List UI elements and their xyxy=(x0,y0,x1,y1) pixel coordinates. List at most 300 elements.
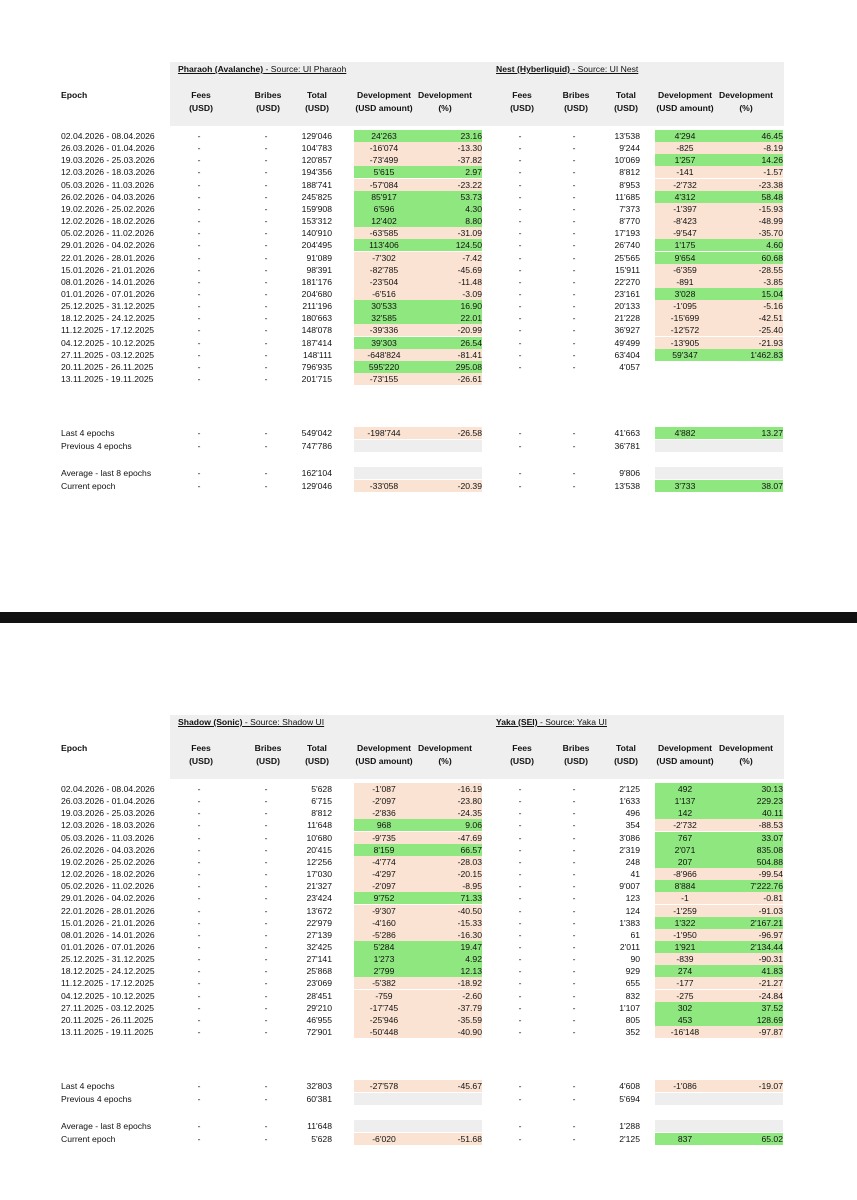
bribes-cell: - xyxy=(572,1121,576,1131)
fees-cell: - xyxy=(518,820,522,831)
development-amount-cell: 1'921 xyxy=(674,941,696,952)
group-title xyxy=(178,64,346,74)
column-header-dev-pct xyxy=(715,742,777,768)
epoch-cell: 08.01.2026 - 14.01.2026 xyxy=(61,276,155,287)
total-cell: 9'806 xyxy=(619,468,640,478)
bribes-cell: - xyxy=(264,179,268,190)
total-cell: 148'111 xyxy=(302,349,332,360)
bribes-cell: - xyxy=(264,893,268,904)
bribes-cell: - xyxy=(572,143,576,154)
fees-cell: - xyxy=(197,264,201,275)
bribes-cell: - xyxy=(572,917,576,928)
epoch-cell: 13.11.2025 - 19.11.2025 xyxy=(61,1027,154,1037)
development-amount-cell: -6'020 xyxy=(372,1134,396,1144)
development-percent-cell: -96.97 xyxy=(758,929,783,940)
header-line-2: (USD) xyxy=(189,756,213,766)
epoch-cell: 02.04.2026 - 08.04.2026 xyxy=(61,131,155,141)
development-amount-cell: -141 xyxy=(676,167,694,178)
fees-cell: - xyxy=(518,1027,522,1037)
bribes-cell: - xyxy=(264,252,268,263)
development-amount-cell xyxy=(655,440,715,452)
development-amount-cell: -12'572 xyxy=(670,325,700,336)
summary-row xyxy=(58,467,784,479)
fees-cell: - xyxy=(518,216,522,227)
fees-cell: - xyxy=(518,325,522,336)
fees-cell: - xyxy=(197,1081,201,1091)
bribes-cell: - xyxy=(264,441,268,451)
bribes-cell: - xyxy=(572,929,576,940)
fees-cell: - xyxy=(197,1134,201,1144)
bribes-cell: - xyxy=(572,131,576,141)
epoch-cell: 01.01.2026 - 07.01.2026 xyxy=(61,941,155,952)
summary-row xyxy=(58,427,784,439)
fees-cell: - xyxy=(197,832,201,843)
fees-cell: - xyxy=(197,954,201,965)
fees-cell: - xyxy=(518,337,522,348)
epoch-cell: 29.01.2026 - 04.02.2026 xyxy=(61,240,155,251)
development-percent-cell: 13.27 xyxy=(761,428,783,438)
epoch-cell: 04.12.2025 - 10.12.2025 xyxy=(61,990,155,1001)
total-cell: 17'030 xyxy=(306,869,332,880)
development-amount-cell: -27'578 xyxy=(369,1081,399,1091)
total-cell: 5'628 xyxy=(311,784,332,794)
bribes-cell: - xyxy=(572,1027,576,1037)
development-amount-cell: 837 xyxy=(677,1134,693,1144)
total-cell: 496 xyxy=(625,808,640,819)
bribes-cell: - xyxy=(572,796,576,807)
development-amount-cell: 1'273 xyxy=(373,954,395,965)
development-percent-cell: 128.69 xyxy=(756,1014,783,1025)
table-row xyxy=(58,892,784,904)
development-percent-cell: 58.48 xyxy=(761,191,783,202)
development-percent-cell: 23.16 xyxy=(460,131,482,141)
development-percent-cell: -21.93 xyxy=(758,337,783,348)
summary-label: Previous 4 epochs xyxy=(61,1094,132,1104)
development-amount-cell: -2'097 xyxy=(372,796,396,807)
bribes-cell: - xyxy=(264,468,268,478)
column-header-total xyxy=(606,742,646,768)
development-amount-cell: 8'159 xyxy=(373,844,395,855)
total-cell: 98'391 xyxy=(306,264,332,275)
development-percent-cell: 30.13 xyxy=(761,784,783,794)
fees-cell: - xyxy=(197,1094,201,1104)
total-cell: 5'628 xyxy=(311,1134,332,1144)
development-percent-cell: 12.13 xyxy=(460,966,482,977)
bribes-cell: - xyxy=(572,1002,576,1013)
development-amount-cell: -73'499 xyxy=(369,155,399,166)
epoch-cell: 20.11.2025 - 26.11.2025 xyxy=(61,361,154,372)
development-amount-cell: -1'086 xyxy=(673,1081,697,1091)
fees-cell: - xyxy=(197,990,201,1001)
bribes-cell: - xyxy=(572,905,576,916)
column-header-total xyxy=(606,89,646,115)
development-percent-cell: -35.59 xyxy=(457,1014,482,1025)
fees-cell: - xyxy=(197,893,201,904)
development-amount-cell: -82'785 xyxy=(369,264,399,275)
development-percent-cell xyxy=(715,467,783,479)
fees-cell: - xyxy=(518,361,522,372)
development-amount-cell xyxy=(655,361,715,373)
development-percent-cell: -19.07 xyxy=(758,1081,783,1091)
development-percent-cell: 229.23 xyxy=(756,796,783,807)
header-line-1: Fees xyxy=(191,90,211,100)
total-cell: 41 xyxy=(630,869,640,880)
total-cell: 32'803 xyxy=(306,1081,332,1091)
total-cell: 36'781 xyxy=(614,441,640,451)
development-percent-cell: 66.57 xyxy=(460,844,482,855)
fees-cell: - xyxy=(197,288,201,299)
bribes-cell: - xyxy=(264,191,268,202)
development-amount-cell xyxy=(354,467,414,479)
bribes-cell: - xyxy=(264,325,268,336)
bribes-cell: - xyxy=(572,191,576,202)
development-amount-cell: -1'397 xyxy=(673,203,697,214)
bribes-cell: - xyxy=(264,167,268,178)
development-percent-cell: 4.30 xyxy=(465,203,482,214)
total-cell: 5'694 xyxy=(619,1094,640,1104)
development-amount-cell: 1'322 xyxy=(674,917,696,928)
development-percent-cell: 504.88 xyxy=(756,856,783,867)
total-cell: 36'927 xyxy=(614,325,640,336)
header-line-1: Development xyxy=(719,90,773,100)
fees-cell: - xyxy=(518,468,522,478)
development-amount-cell: -1 xyxy=(681,893,689,904)
development-percent-cell: -20.99 xyxy=(457,325,482,336)
group-source: - Source: UI Pharaoh xyxy=(263,64,347,74)
data-sheet xyxy=(58,62,784,502)
development-amount-cell: 9'752 xyxy=(373,893,395,904)
fees-cell: - xyxy=(197,428,201,438)
fees-cell: - xyxy=(197,856,201,867)
development-percent-cell: -8.95 xyxy=(462,881,482,892)
table-row xyxy=(58,807,784,819)
table-row xyxy=(58,929,784,941)
bribes-cell: - xyxy=(572,966,576,977)
table-row xyxy=(58,179,784,191)
total-cell: 9'007 xyxy=(619,881,640,892)
fees-cell: - xyxy=(197,481,201,491)
column-header-dev-amt xyxy=(653,89,717,115)
total-cell: 124 xyxy=(625,905,640,916)
table-row xyxy=(58,880,784,892)
fees-cell: - xyxy=(197,313,201,324)
development-amount-cell: 5'615 xyxy=(373,167,395,178)
total-cell: 162'104 xyxy=(301,468,332,478)
epoch-cell: 26.02.2026 - 04.03.2026 xyxy=(61,191,155,202)
epoch-cell: 12.03.2026 - 18.03.2026 xyxy=(61,167,155,178)
fees-cell: - xyxy=(518,1081,522,1091)
epoch-cell: 25.12.2025 - 31.12.2025 xyxy=(61,301,155,312)
development-amount-cell: -57'084 xyxy=(369,179,399,190)
fees-cell: - xyxy=(197,869,201,880)
summary-row xyxy=(58,1120,784,1132)
fees-cell: - xyxy=(518,131,522,141)
development-percent-cell: -24.35 xyxy=(457,808,482,819)
header-line-1: Development xyxy=(357,743,411,753)
total-cell: 747'786 xyxy=(301,441,332,451)
bribes-cell: - xyxy=(264,155,268,166)
fees-cell: - xyxy=(518,941,522,952)
total-cell: 1'107 xyxy=(619,1002,640,1013)
fees-cell: - xyxy=(518,276,522,287)
development-percent-cell: -26.61 xyxy=(457,374,482,384)
development-amount-cell: 4'882 xyxy=(674,428,696,438)
bribes-cell: - xyxy=(572,881,576,892)
table-row xyxy=(58,373,784,385)
bribes-cell: - xyxy=(572,856,576,867)
development-percent-cell: 38.07 xyxy=(761,481,783,491)
table-row xyxy=(58,856,784,868)
development-amount-cell: -15'699 xyxy=(670,313,700,324)
total-cell: 27'141 xyxy=(306,954,332,965)
fees-cell: - xyxy=(518,441,522,451)
development-percent-cell xyxy=(715,440,783,452)
development-percent-cell: -2.60 xyxy=(462,990,482,1001)
fees-cell: - xyxy=(518,313,522,324)
development-amount-cell: 142 xyxy=(677,808,693,819)
bribes-cell: - xyxy=(264,978,268,989)
total-cell: 201'715 xyxy=(301,374,332,384)
fees-cell: - xyxy=(518,808,522,819)
table-row xyxy=(58,166,784,178)
development-percent-cell: -1.57 xyxy=(763,167,783,178)
total-cell: 2'125 xyxy=(619,784,640,794)
development-amount-cell: 2'071 xyxy=(674,844,696,855)
total-cell: 204'495 xyxy=(301,240,332,251)
header-line-1: Bribes xyxy=(254,743,282,753)
header-line-1: Bribes xyxy=(254,90,282,100)
epoch-header: Epoch xyxy=(61,90,88,100)
total-cell: 17'193 xyxy=(614,228,640,239)
page-separator xyxy=(0,612,857,623)
page-panel-2 xyxy=(0,623,857,1200)
header-line-1: Bribes xyxy=(562,90,590,100)
total-cell: 805 xyxy=(625,1014,640,1025)
development-percent-cell: 15.04 xyxy=(761,288,783,299)
fees-cell: - xyxy=(197,966,201,977)
total-cell: 2'319 xyxy=(619,844,640,855)
group-name: Nest (Hyberliquid) xyxy=(496,64,571,74)
development-amount-cell: -7'302 xyxy=(372,252,396,263)
total-cell: 61 xyxy=(630,929,640,940)
bribes-cell: - xyxy=(572,941,576,952)
bribes-cell: - xyxy=(264,941,268,952)
header-line-1: Development xyxy=(418,743,472,753)
fees-cell: - xyxy=(518,832,522,843)
fees-cell: - xyxy=(518,1121,522,1131)
development-percent-cell: -23.22 xyxy=(457,179,482,190)
group-source: - Source: Shadow UI xyxy=(242,717,325,727)
total-cell: 3'086 xyxy=(619,832,640,843)
fees-cell: - xyxy=(197,143,201,154)
table-row xyxy=(58,300,784,312)
epoch-cell: 11.12.2025 - 17.12.2025 xyxy=(61,325,155,336)
development-amount-cell: 59'347 xyxy=(672,349,698,360)
epoch-cell: 22.01.2026 - 28.01.2026 xyxy=(61,252,155,263)
epoch-cell: 05.02.2026 - 11.02.2026 xyxy=(61,228,155,239)
table-row xyxy=(58,1002,784,1014)
table-row xyxy=(58,819,784,831)
epoch-cell: 25.12.2025 - 31.12.2025 xyxy=(61,954,155,965)
total-cell: 211'196 xyxy=(302,301,332,312)
total-cell: 9'244 xyxy=(619,143,640,154)
development-amount-cell: 453 xyxy=(677,1014,693,1025)
development-percent-cell: 65.02 xyxy=(761,1134,783,1144)
fees-cell: - xyxy=(197,131,201,141)
development-percent-cell: -47.69 xyxy=(457,832,482,843)
header-line-1: Total xyxy=(616,90,636,100)
development-percent-cell: -23.38 xyxy=(758,179,783,190)
bribes-cell: - xyxy=(572,228,576,239)
development-percent-cell: -99.54 xyxy=(758,869,783,880)
column-header-fees xyxy=(169,742,233,768)
development-amount-cell xyxy=(655,1120,715,1132)
header-line-2: (USD) xyxy=(189,103,213,113)
bribes-cell: - xyxy=(264,301,268,312)
summary-label: Current epoch xyxy=(61,481,116,491)
epoch-cell: 18.12.2025 - 24.12.2025 xyxy=(61,966,155,977)
header-line-2: (%) xyxy=(739,103,753,113)
fees-cell: - xyxy=(518,252,522,263)
development-amount-cell: -73'155 xyxy=(369,374,399,384)
development-percent-cell: -31.09 xyxy=(457,228,482,239)
bribes-cell: - xyxy=(264,808,268,819)
development-amount-cell: -17'745 xyxy=(369,1002,399,1013)
fees-cell: - xyxy=(197,1014,201,1025)
fees-cell: - xyxy=(518,917,522,928)
development-amount-cell: -177 xyxy=(676,978,694,989)
total-cell: 148'078 xyxy=(301,325,332,336)
development-amount-cell: 767 xyxy=(677,832,693,843)
development-percent-cell: -40.50 xyxy=(457,905,482,916)
development-amount-cell: -5'382 xyxy=(372,978,396,989)
bribes-cell: - xyxy=(264,1027,268,1037)
fees-cell: - xyxy=(518,143,522,154)
development-amount-cell xyxy=(655,467,715,479)
total-cell: 123 xyxy=(625,893,640,904)
development-percent-cell: 33.07 xyxy=(761,832,783,843)
fees-cell: - xyxy=(518,929,522,940)
total-cell: 1'383 xyxy=(619,917,640,928)
development-amount-cell: -1'950 xyxy=(673,929,697,940)
table-row xyxy=(58,264,784,276)
development-amount-cell: 39'303 xyxy=(371,337,397,348)
fees-cell: - xyxy=(197,941,201,952)
bribes-cell: - xyxy=(264,288,268,299)
bribes-cell: - xyxy=(264,337,268,348)
fees-cell: - xyxy=(197,240,201,251)
total-cell: 188'741 xyxy=(301,179,332,190)
header-line-2: (USD) xyxy=(256,756,280,766)
fees-cell: - xyxy=(518,844,522,855)
development-amount-cell: -2'097 xyxy=(372,881,396,892)
total-cell: 28'451 xyxy=(306,990,332,1001)
development-percent-cell xyxy=(715,373,783,385)
total-cell: 796'935 xyxy=(301,361,332,372)
epoch-cell: 22.01.2026 - 28.01.2026 xyxy=(61,905,155,916)
total-cell: 13'672 xyxy=(306,905,332,916)
development-percent-cell: -5.16 xyxy=(763,301,783,312)
epoch-cell: 04.12.2025 - 10.12.2025 xyxy=(61,337,155,348)
development-amount-cell: -1'095 xyxy=(673,301,697,312)
bribes-cell: - xyxy=(572,990,576,1001)
total-cell: 90 xyxy=(630,954,640,965)
total-cell: 72'901 xyxy=(306,1027,332,1037)
table-row xyxy=(58,783,784,795)
development-amount-cell: -16'074 xyxy=(369,143,399,154)
development-percent-cell: -48.99 xyxy=(758,216,783,227)
summary-label: Previous 4 epochs xyxy=(61,441,132,451)
total-cell: 352 xyxy=(625,1027,640,1037)
bribes-cell: - xyxy=(572,481,576,491)
total-cell: 91'089 xyxy=(306,252,332,263)
development-amount-cell xyxy=(354,1093,414,1105)
development-amount-cell: 12'402 xyxy=(371,216,397,227)
development-amount-cell: -16'148 xyxy=(670,1027,700,1037)
bribes-cell: - xyxy=(264,856,268,867)
header-line-1: Bribes xyxy=(562,743,590,753)
bribes-cell: - xyxy=(264,131,268,141)
development-amount-cell: -4'160 xyxy=(372,917,396,928)
total-cell: 32'425 xyxy=(306,941,332,952)
column-header-dev-amt xyxy=(352,89,416,115)
total-cell: 120'857 xyxy=(301,155,332,166)
fees-cell: - xyxy=(197,361,201,372)
development-percent-cell: 295.08 xyxy=(455,361,482,372)
development-amount-cell: -5'286 xyxy=(372,929,396,940)
development-amount-cell: 9'654 xyxy=(674,252,696,263)
epoch-cell: 19.03.2026 - 25.03.2026 xyxy=(61,155,155,166)
bribes-cell: - xyxy=(572,276,576,287)
bribes-cell: - xyxy=(264,1094,268,1104)
summary-label: Average - last 8 epochs xyxy=(61,1121,152,1131)
table-row xyxy=(58,917,784,929)
fees-cell: - xyxy=(197,191,201,202)
development-percent-cell: -23.80 xyxy=(457,796,482,807)
development-percent-cell: 40.11 xyxy=(762,808,783,819)
epoch-cell: 15.01.2026 - 21.01.2026 xyxy=(61,917,155,928)
table-row xyxy=(58,905,784,917)
development-percent-cell: -90.31 xyxy=(758,954,783,965)
bribes-cell: - xyxy=(264,216,268,227)
fees-cell: - xyxy=(518,881,522,892)
fees-cell: - xyxy=(518,1134,522,1144)
development-amount-cell xyxy=(655,373,715,385)
fees-cell: - xyxy=(197,796,201,807)
bribes-cell: - xyxy=(572,313,576,324)
total-cell: 11'648 xyxy=(307,1121,332,1131)
development-amount-cell: -33'058 xyxy=(369,481,399,491)
total-cell: 25'565 xyxy=(614,252,640,263)
header-line-1: Development xyxy=(357,90,411,100)
total-cell: 23'424 xyxy=(306,893,332,904)
total-cell: 8'953 xyxy=(619,179,640,190)
epoch-cell: 19.02.2026 - 25.02.2026 xyxy=(61,856,155,867)
development-amount-cell: -6'359 xyxy=(673,264,697,275)
epoch-cell: 27.11.2025 - 03.12.2025 xyxy=(61,1002,155,1013)
total-cell: 129'046 xyxy=(301,131,332,141)
development-percent-cell: -45.69 xyxy=(457,264,482,275)
development-percent-cell: -25.40 xyxy=(758,325,783,336)
epoch-cell: 26.03.2026 - 01.04.2026 xyxy=(61,796,155,807)
total-cell: 49'499 xyxy=(614,337,640,348)
column-header-total xyxy=(296,742,338,768)
table-row xyxy=(58,252,784,264)
development-percent-cell xyxy=(414,1120,482,1132)
column-header-fees xyxy=(496,742,548,768)
fees-cell: - xyxy=(197,179,201,190)
fees-cell: - xyxy=(197,216,201,227)
